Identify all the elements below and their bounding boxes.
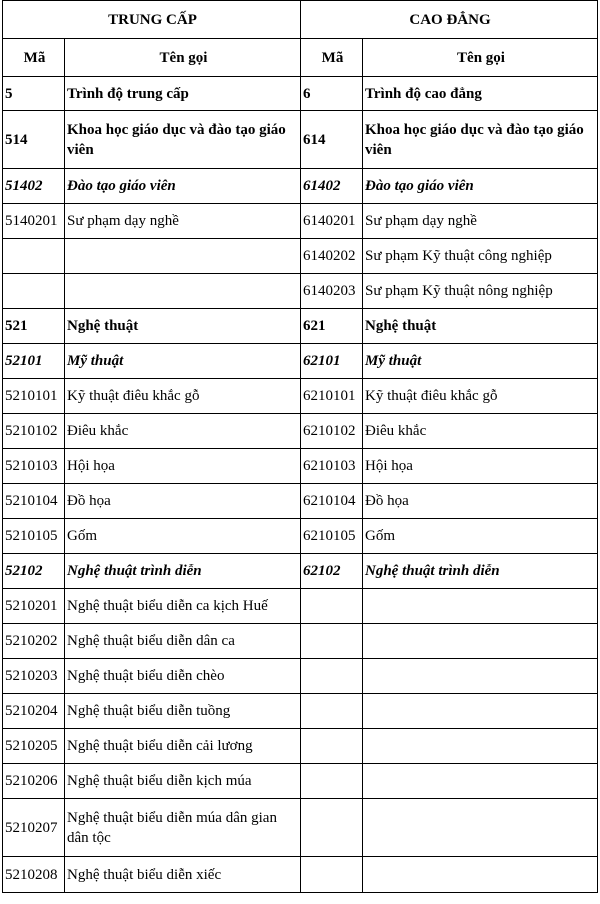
trung-cap-name-cell: Điêu khắc <box>65 414 301 449</box>
cao-dang-name-cell <box>363 659 598 694</box>
trung-cap-code-cell: 52101 <box>3 344 65 379</box>
trung-cap-name-cell: Nghệ thuật biểu diễn cải lương <box>65 729 301 764</box>
trung-cap-code-cell: 5140201 <box>3 204 65 239</box>
cao-dang-name-cell <box>363 624 598 659</box>
cao-dang-name-cell: Mỹ thuật <box>363 344 598 379</box>
trung-cap-name-cell: Khoa học giáo dục và đào tạo giáo viên <box>65 111 301 169</box>
cao-dang-code-cell <box>301 857 363 893</box>
cao-dang-name-cell: Sư phạm dạy nghề <box>363 204 598 239</box>
cao-dang-code-cell: 6140202 <box>301 239 363 274</box>
cao-dang-code-cell: 6 <box>301 77 363 111</box>
table-row <box>3 799 598 857</box>
cao-dang-name-cell: Đào tạo giáo viên <box>363 169 598 204</box>
cao-dang-code-cell <box>301 694 363 729</box>
trung-cap-code-cell: 5210203 <box>3 659 65 694</box>
trung-cap-name-cell: Nghệ thuật biểu diễn dân ca <box>65 624 301 659</box>
table-row <box>3 659 598 694</box>
cao-dang-code-cell: 6210104 <box>301 484 363 519</box>
cao-dang-name-cell <box>363 764 598 799</box>
curriculum-table <box>2 0 598 893</box>
trung-cap-code-cell: 5 <box>3 77 65 111</box>
cao-dang-name-cell: Kỹ thuật điêu khắc gỗ <box>363 379 598 414</box>
trung-cap-name-cell: Trình độ trung cấp <box>65 77 301 111</box>
trung-cap-code-cell: 5210206 <box>3 764 65 799</box>
cao-dang-code-cell: 62102 <box>301 554 363 589</box>
cao-dang-code-cell <box>301 589 363 624</box>
trung-cap-name-cell: Hội họa <box>65 449 301 484</box>
cao-dang-code-cell: 6210103 <box>301 449 363 484</box>
cao-dang-name-cell: Sư phạm Kỹ thuật công nghiệp <box>363 239 598 274</box>
trung-cap-code-cell: 5210104 <box>3 484 65 519</box>
table-row <box>3 344 598 379</box>
cao-dang-name-cell <box>363 857 598 893</box>
table-row <box>3 694 598 729</box>
table-row <box>3 77 598 111</box>
trung-cap-name-cell: Nghệ thuật biểu diễn chèo <box>65 659 301 694</box>
table-row <box>3 204 598 239</box>
cao-dang-name-cell <box>363 799 598 857</box>
trung-cap-code-cell: 51402 <box>3 169 65 204</box>
cao-dang-name-cell: Khoa học giáo dục và đào tạo giáo viên <box>363 111 598 169</box>
table-row <box>3 414 598 449</box>
left-code-header: Mã <box>3 39 65 77</box>
table-row <box>3 764 598 799</box>
left-name-header: Tên gọi <box>65 39 301 77</box>
cao-dang-code-cell <box>301 764 363 799</box>
cao-dang-code-cell <box>301 659 363 694</box>
cao-dang-code-cell: 6140203 <box>301 274 363 309</box>
trung-cap-code-cell: 52102 <box>3 554 65 589</box>
trung-cap-name-cell: Nghệ thuật biểu diễn kịch múa <box>65 764 301 799</box>
trung-cap-code-cell: 5210208 <box>3 857 65 893</box>
cao-dang-name-cell: Nghệ thuật trình diễn <box>363 554 598 589</box>
cao-dang-code-cell <box>301 799 363 857</box>
cao-dang-code-cell: 6210101 <box>301 379 363 414</box>
cao-dang-code-cell: 6210105 <box>301 519 363 554</box>
trung-cap-code-cell: 521 <box>3 309 65 344</box>
trung-cap-code-cell: 5210202 <box>3 624 65 659</box>
table-row <box>3 857 598 893</box>
cao-dang-code-cell: 6140201 <box>301 204 363 239</box>
trung-cap-name-cell: Đồ họa <box>65 484 301 519</box>
trung-cap-code-cell: 5210207 <box>3 799 65 857</box>
trung-cap-name-cell: Nghệ thuật biểu diễn xiếc <box>65 857 301 893</box>
cao-dang-heading: CAO ĐẲNG <box>301 1 598 39</box>
table-row <box>3 484 598 519</box>
cao-dang-name-cell <box>363 729 598 764</box>
trung-cap-name-cell: Nghệ thuật trình diễn <box>65 554 301 589</box>
trung-cap-name-cell <box>65 274 301 309</box>
trung-cap-code-cell: 5210101 <box>3 379 65 414</box>
cao-dang-code-cell <box>301 624 363 659</box>
trung-cap-name-cell <box>65 239 301 274</box>
trung-cap-name-cell: Nghệ thuật biểu diễn ca kịch Huế <box>65 589 301 624</box>
trung-cap-heading: TRUNG CẤP <box>3 1 301 39</box>
trung-cap-code-cell: 5210201 <box>3 589 65 624</box>
cao-dang-name-cell: Nghệ thuật <box>363 309 598 344</box>
cao-dang-name-cell: Hội họa <box>363 449 598 484</box>
trung-cap-code-cell <box>3 274 65 309</box>
trung-cap-name-cell: Nghệ thuật <box>65 309 301 344</box>
cao-dang-name-cell: Trình độ cao đẳng <box>363 77 598 111</box>
trung-cap-code-cell: 5210204 <box>3 694 65 729</box>
cao-dang-code-cell: 6210102 <box>301 414 363 449</box>
cao-dang-name-cell: Gốm <box>363 519 598 554</box>
table-row <box>3 239 598 274</box>
cao-dang-code-cell: 61402 <box>301 169 363 204</box>
table-row <box>3 554 598 589</box>
cao-dang-name-cell <box>363 694 598 729</box>
table-row <box>3 624 598 659</box>
trung-cap-name-cell: Sư phạm dạy nghề <box>65 204 301 239</box>
trung-cap-name-cell: Kỹ thuật điêu khắc gỗ <box>65 379 301 414</box>
table-row <box>3 379 598 414</box>
table-row <box>3 589 598 624</box>
trung-cap-name-cell: Nghệ thuật biểu diễn tuồng <box>65 694 301 729</box>
table-row <box>3 309 598 344</box>
trung-cap-code-cell: 5210103 <box>3 449 65 484</box>
trung-cap-name-cell: Đào tạo giáo viên <box>65 169 301 204</box>
trung-cap-name-cell: Nghệ thuật biểu diễn múa dân gian dân tộc <box>65 799 301 857</box>
right-name-header: Tên gọi <box>363 39 598 77</box>
cao-dang-code-cell: 62101 <box>301 344 363 379</box>
cao-dang-name-cell: Điêu khắc <box>363 414 598 449</box>
trung-cap-code-cell <box>3 239 65 274</box>
trung-cap-code-cell: 5210205 <box>3 729 65 764</box>
level-header-row <box>3 1 598 39</box>
cao-dang-name-cell <box>363 589 598 624</box>
right-code-header: Mã <box>301 39 363 77</box>
table-row <box>3 729 598 764</box>
table-row <box>3 519 598 554</box>
table-row <box>3 449 598 484</box>
trung-cap-code-cell: 514 <box>3 111 65 169</box>
column-header-row <box>3 39 598 77</box>
table-row <box>3 274 598 309</box>
cao-dang-name-cell: Đồ họa <box>363 484 598 519</box>
cao-dang-code-cell: 614 <box>301 111 363 169</box>
table-row <box>3 111 598 169</box>
trung-cap-code-cell: 5210105 <box>3 519 65 554</box>
cao-dang-code-cell: 621 <box>301 309 363 344</box>
table-row <box>3 169 598 204</box>
trung-cap-name-cell: Mỹ thuật <box>65 344 301 379</box>
trung-cap-code-cell: 5210102 <box>3 414 65 449</box>
cao-dang-code-cell <box>301 729 363 764</box>
trung-cap-name-cell: Gốm <box>65 519 301 554</box>
cao-dang-name-cell: Sư phạm Kỹ thuật nông nghiệp <box>363 274 598 309</box>
